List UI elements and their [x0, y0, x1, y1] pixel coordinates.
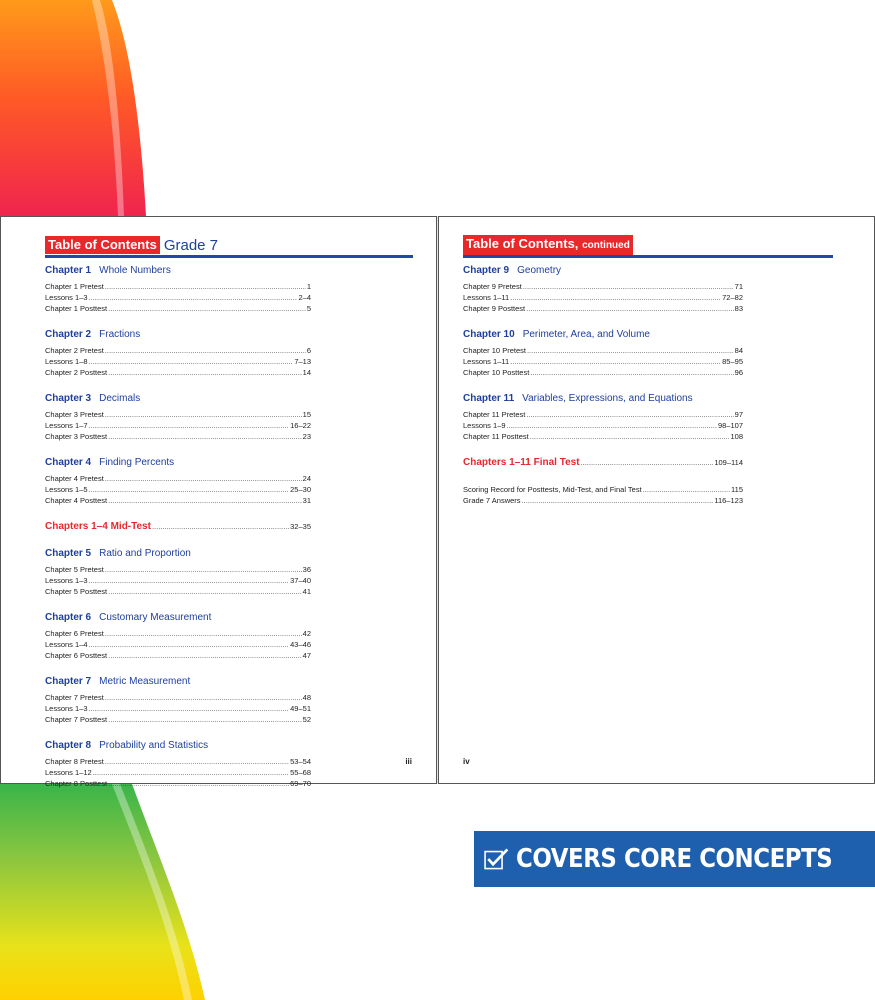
leader-dots — [89, 575, 290, 586]
toc-row-label: Chapter 4 Posttest — [45, 496, 108, 505]
chapter-number: Chapter 9 — [463, 265, 510, 276]
toc-row-page: 96 — [734, 368, 743, 377]
chapter-number: Chapter 5 — [45, 548, 92, 559]
toc-row-page: 43–46 — [290, 640, 311, 649]
toc-row-label: Lessons 1–5 — [45, 485, 88, 494]
toc-row-page: 2–4 — [298, 293, 311, 302]
toc-row — [45, 292, 311, 303]
toc-row — [45, 639, 311, 650]
toc-row — [45, 473, 311, 484]
chapter-title: Geometry — [517, 265, 562, 276]
leader-dots — [89, 356, 294, 367]
toc-row-label: Chapter 9 Pretest — [463, 282, 522, 291]
toc-row-page: 53–54 — [290, 757, 311, 766]
toc-row — [45, 767, 311, 778]
toc-row-page: 84 — [734, 346, 743, 355]
chapter-number: Chapter 7 — [45, 676, 92, 687]
misc-entries — [463, 484, 743, 506]
chapter-heading — [45, 612, 311, 624]
leader-dots — [526, 409, 733, 420]
toc-row-label: Lessons 1–3 — [45, 704, 88, 713]
leader-dots — [522, 495, 714, 506]
chapter-heading — [45, 265, 311, 277]
toc-row-label: Lessons 1–11 — [463, 293, 510, 302]
toc-row-page: 71 — [734, 282, 743, 291]
toc-row-label: Chapter 1 Posttest — [45, 304, 108, 313]
toc-row — [45, 628, 311, 639]
leader-dots — [108, 714, 302, 725]
toc-row — [45, 586, 311, 597]
chapter-section — [45, 457, 311, 506]
toc-row-page: 1 — [306, 282, 311, 291]
chapter-heading — [45, 393, 311, 405]
toc-row — [463, 484, 743, 495]
toc-row-label: Lessons 1–8 — [45, 357, 88, 366]
toc-row-page: 47 — [302, 651, 311, 660]
toc-row-page: 14 — [302, 368, 311, 377]
toc-row-label: Lessons 1–4 — [45, 640, 88, 649]
leader-dots — [152, 521, 289, 533]
chapter-title: Decimals — [99, 393, 141, 404]
toc-row — [45, 303, 311, 314]
chapter-heading — [463, 393, 743, 405]
toc-row-label: Lessons 1–3 — [45, 576, 88, 585]
chapter-section — [45, 329, 311, 378]
toc-row-page: 49–51 — [290, 704, 311, 713]
toc-row — [463, 303, 743, 314]
toc-row — [463, 292, 743, 303]
checkbox-check-icon — [484, 837, 510, 881]
toc-row-page: 5 — [306, 304, 311, 313]
toc-row-label: Chapter 7 Posttest — [45, 715, 108, 724]
leader-dots — [527, 345, 734, 356]
toc-row — [463, 431, 743, 442]
chapter-section — [45, 676, 311, 725]
toc-header-tab — [463, 235, 633, 255]
toc-row-page: 115 — [731, 485, 743, 494]
chapter-title: Probability and Statistics — [99, 740, 209, 751]
leader-dots — [89, 484, 290, 495]
toc-row-page: 55–68 — [290, 768, 311, 777]
leader-dots — [89, 420, 290, 431]
toc-row-page: 108 — [730, 432, 743, 441]
chapter-section — [45, 548, 311, 597]
toc-row-page: 36 — [302, 565, 311, 574]
chapter-heading — [45, 548, 311, 560]
toc-row-label: Chapter 6 Posttest — [45, 651, 108, 660]
toc-row-label: Chapter 1 Pretest — [45, 282, 104, 291]
toc-row — [463, 367, 743, 378]
toc-row — [45, 778, 311, 789]
toc-row-page: 98–107 — [717, 421, 743, 430]
leader-dots — [108, 303, 306, 314]
toc-row-page: 116–123 — [714, 496, 743, 505]
toc-row — [463, 356, 743, 367]
right-page — [438, 216, 875, 784]
chapter-section — [45, 265, 311, 314]
toc-row — [45, 495, 311, 506]
toc-row-label: Chapter 4 Pretest — [45, 474, 104, 483]
leader-dots — [108, 778, 289, 789]
chapter-title: Fractions — [99, 329, 141, 340]
chapter-heading — [45, 457, 311, 469]
toc-row — [45, 484, 311, 495]
chapter-title: Metric Measurement — [99, 676, 191, 687]
left-page-header — [45, 235, 218, 255]
toc-row-page: 42 — [302, 629, 311, 638]
leader-dots — [108, 367, 302, 378]
toc-row-label: Chapter 6 Pretest — [45, 629, 104, 638]
leader-dots — [93, 767, 289, 778]
chapter-section — [45, 740, 311, 789]
page-number: iv — [463, 757, 470, 766]
midtest-label: Chapters 1–4 Mid-Test — [45, 521, 151, 532]
leader-dots — [89, 292, 298, 303]
leader-dots — [108, 650, 302, 661]
leader-dots — [105, 756, 289, 767]
leader-dots — [108, 495, 302, 506]
toc-row-label: Chapter 8 Posttest — [45, 779, 108, 788]
leader-dots — [530, 367, 733, 378]
chapter-number: Chapter 3 — [45, 393, 92, 404]
toc-row-page: 16–22 — [290, 421, 311, 430]
toc-row-label: Chapter 5 Posttest — [45, 587, 108, 596]
chapter-number: Chapter 11 — [463, 393, 515, 404]
leader-dots — [507, 420, 717, 431]
toc-row-page: 7–13 — [294, 357, 311, 366]
toc-row — [45, 356, 311, 367]
chapter-number: Chapter 8 — [45, 740, 92, 751]
leader-dots — [526, 303, 734, 314]
leader-dots — [105, 473, 302, 484]
toc-row — [463, 495, 743, 506]
chapter-heading — [463, 265, 743, 277]
toc-row-page: 31 — [302, 496, 311, 505]
toc-row-page: 69–70 — [290, 779, 311, 788]
toc-row — [45, 575, 311, 586]
leader-dots — [105, 281, 306, 292]
toc-row — [45, 564, 311, 575]
toc-row-page: 72–82 — [722, 293, 743, 302]
continued-label: continued — [582, 240, 630, 251]
leader-dots — [510, 292, 721, 303]
right-toc — [463, 265, 743, 506]
leader-dots — [105, 692, 302, 703]
chapter-title: Whole Numbers — [99, 265, 171, 276]
page-number: iii — [405, 757, 412, 766]
chapter-title: Ratio and Proportion — [99, 548, 191, 559]
toc-row-page: 41 — [302, 587, 311, 596]
toc-row — [45, 345, 311, 356]
chapter-section — [45, 612, 311, 661]
toc-row — [463, 409, 743, 420]
toc-row — [463, 420, 743, 431]
chapter-section — [463, 393, 743, 442]
leader-dots — [105, 409, 302, 420]
chapter-section — [463, 265, 743, 314]
toc-row-label: Chapter 10 Pretest — [463, 346, 526, 355]
leader-dots — [643, 484, 730, 495]
toc-row — [45, 714, 311, 725]
toc-row-label: Chapter 11 Pretest — [463, 410, 526, 419]
leader-dots — [89, 639, 290, 650]
grade-label: Grade 7 — [163, 236, 219, 254]
toc-row-page: 48 — [302, 693, 311, 702]
toc-row — [45, 409, 311, 420]
final-test-page: 109–114 — [714, 458, 743, 467]
toc-row — [45, 420, 311, 431]
badge-text: COVERS CORE CONCEPTS — [515, 844, 832, 874]
toc-row-label: Chapter 3 Posttest — [45, 432, 108, 441]
toc-row — [45, 281, 311, 292]
toc-row-label: Chapter 11 Posttest — [463, 432, 529, 441]
chapter-title: Finding Percents — [99, 457, 175, 468]
chapter-title: Customary Measurement — [99, 612, 212, 623]
toc-row — [45, 756, 311, 767]
leader-dots — [108, 431, 302, 442]
toc-row — [45, 431, 311, 442]
toc-row-label: Chapter 10 Posttest — [463, 368, 530, 377]
leader-dots — [510, 356, 721, 367]
toc-row-page: 25–30 — [290, 485, 311, 494]
toc-row-label: Lessons 1–11 — [463, 357, 510, 366]
leader-dots — [581, 457, 714, 469]
header-rule — [45, 255, 413, 258]
toc-row — [45, 650, 311, 661]
leader-dots — [108, 586, 302, 597]
toc-row-label: Chapter 5 Pretest — [45, 565, 104, 574]
toc-row-page: 6 — [306, 346, 311, 355]
chapter-section — [463, 329, 743, 378]
chapter-title: Perimeter, Area, and Volume — [522, 329, 650, 340]
toc-row-label: Lessons 1–9 — [463, 421, 506, 430]
chapter-title: Variables, Expressions, and Equations — [522, 393, 693, 404]
toc-header-text: Table of Contents, — [466, 236, 579, 251]
chapter-number: Chapter 2 — [45, 329, 92, 340]
toc-row-page: 97 — [734, 410, 743, 419]
leader-dots — [523, 281, 734, 292]
toc-row-label: Chapter 2 Pretest — [45, 346, 104, 355]
chapter-number: Chapter 6 — [45, 612, 92, 623]
toc-row — [45, 703, 311, 714]
left-toc — [45, 265, 311, 804]
toc-row-label: Chapter 7 Pretest — [45, 693, 104, 702]
leader-dots — [530, 431, 730, 442]
toc-row-page: 37–40 — [290, 576, 311, 585]
toc-row-label: Chapter 8 Pretest — [45, 757, 104, 766]
toc-row-label: Scoring Record for Posttests, Mid-Test, and Final Test — [463, 485, 642, 494]
chapter-heading — [45, 740, 311, 752]
toc-row-page: 24 — [302, 474, 311, 483]
header-rule — [463, 255, 833, 258]
left-page — [0, 216, 437, 788]
chapter-heading — [463, 329, 743, 341]
right-page-header — [463, 235, 633, 255]
toc-row — [45, 692, 311, 703]
chapter-number: Chapter 10 — [463, 329, 515, 340]
toc-row-page: 23 — [302, 432, 311, 441]
leader-dots — [105, 345, 306, 356]
toc-row — [45, 367, 311, 378]
covers-core-concepts-badge — [474, 831, 875, 887]
chapter-section — [45, 393, 311, 442]
chapter-number: Chapter 1 — [45, 265, 92, 276]
leader-dots — [105, 628, 302, 639]
chapter-heading — [45, 329, 311, 341]
chapter-number: Chapter 4 — [45, 457, 92, 468]
leader-dots — [89, 703, 290, 714]
toc-row — [463, 281, 743, 292]
toc-row-label: Chapter 9 Posttest — [463, 304, 526, 313]
midtest-entry — [45, 521, 311, 533]
chapter-heading — [45, 676, 311, 688]
toc-row-label: Lessons 1–7 — [45, 421, 88, 430]
toc-row-page: 52 — [302, 715, 311, 724]
toc-row-label: Chapter 3 Pretest — [45, 410, 104, 419]
toc-row — [463, 345, 743, 356]
midtest-page: 32–35 — [290, 522, 311, 531]
leader-dots — [105, 564, 302, 575]
toc-row-label: Chapter 2 Posttest — [45, 368, 108, 377]
toc-row-label: Lessons 1–3 — [45, 293, 88, 302]
toc-row-page: 15 — [302, 410, 311, 419]
toc-row-page: 83 — [734, 304, 743, 313]
final-test-label: Chapters 1–11 Final Test — [463, 457, 580, 468]
final-test-entry — [463, 457, 743, 469]
toc-row-page: 85–95 — [722, 357, 743, 366]
toc-row-label: Lessons 1–12 — [45, 768, 92, 777]
toc-row-label: Grade 7 Answers — [463, 496, 521, 505]
toc-header-tab: Table of Contents — [45, 236, 160, 254]
